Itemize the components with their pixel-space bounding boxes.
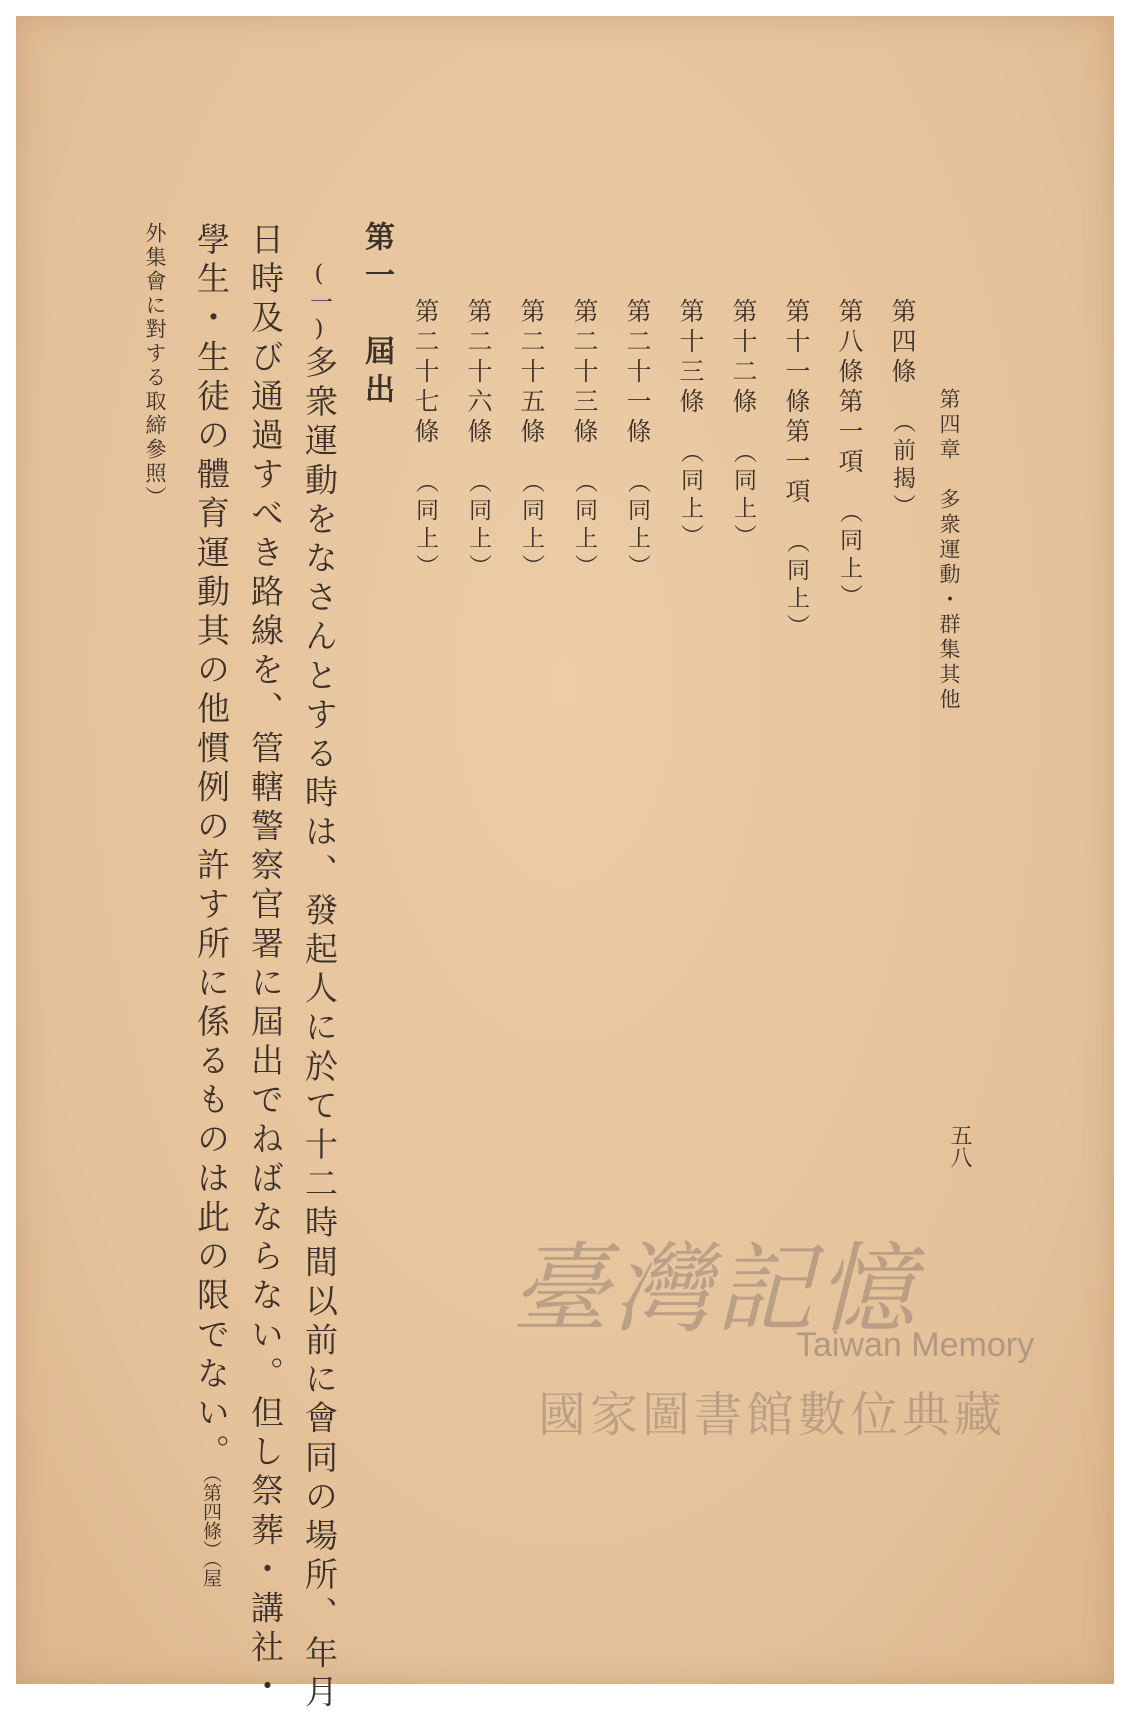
article-number: 第二十五條 (517, 298, 546, 448)
article-number: 第八條第一項 (835, 298, 864, 478)
article-item (672, 298, 708, 558)
article-ref: （同上） (783, 530, 809, 642)
article-number: 第十一條第一項 (782, 298, 811, 508)
page-number: 五八 (947, 1124, 972, 1168)
article-item (725, 298, 761, 558)
article-item (831, 298, 867, 618)
watermark-calligraphy: 臺灣記憶 (511, 1233, 920, 1347)
article-item (778, 298, 814, 648)
article-item (619, 298, 655, 588)
article-number: 第二十三條 (570, 298, 599, 448)
body-line-2: 日時及び通過すべき路線を、管轄警察官署に屆出でねばならない。但し祭葬・講社・ (246, 222, 285, 1708)
article-ref: （同上） (571, 470, 597, 582)
paragraph-marker: (一) (306, 261, 332, 345)
watermark-english: Taiwan Memory (796, 1326, 1035, 1364)
article-ref: （同上） (624, 470, 650, 582)
article-number: 第十三條 (676, 298, 705, 418)
body-line-3 (188, 222, 235, 1672)
body-text: 學生・生徒の體育運動其の他慣例の許す所に係るものは此の限でない。 (192, 222, 231, 1474)
article-item (460, 298, 496, 588)
article-ref: （同上） (518, 470, 544, 582)
article-item (884, 298, 920, 558)
article-number: 第二十六條 (464, 298, 493, 448)
chapter-header: 第四章 多衆運動・群集其他 (937, 388, 961, 713)
article-number: 第四條 (888, 298, 917, 388)
article-ref: （同上） (677, 440, 703, 552)
article-number: 第十二條 (729, 298, 758, 418)
article-item (566, 298, 602, 588)
body-line-1 (296, 261, 343, 1714)
article-item (407, 298, 443, 588)
watermark-chinese: 國家圖書館數位典藏 (538, 1387, 1007, 1443)
article-item (513, 298, 549, 588)
article-ref: （同上） (836, 500, 862, 612)
article-ref: （同上） (412, 470, 438, 582)
article-number: 第二十一條 (623, 298, 652, 448)
article-ref: （同上） (465, 470, 491, 582)
article-ref: （前揭） (889, 410, 915, 522)
citation-note-continued: 外集會に對する取締參照） (143, 222, 167, 510)
book-page (16, 16, 1114, 1714)
article-ref: （同上） (730, 440, 756, 552)
article-number: 第二十七條 (411, 298, 440, 448)
section-heading: 第一 屆出 (359, 221, 394, 411)
body-text: 多衆運動をなさんとする時は、發起人に於て十二時間以前に會同の場所、年月 (300, 345, 339, 1714)
citation-note: （第四條）（屋 (200, 1473, 222, 1588)
